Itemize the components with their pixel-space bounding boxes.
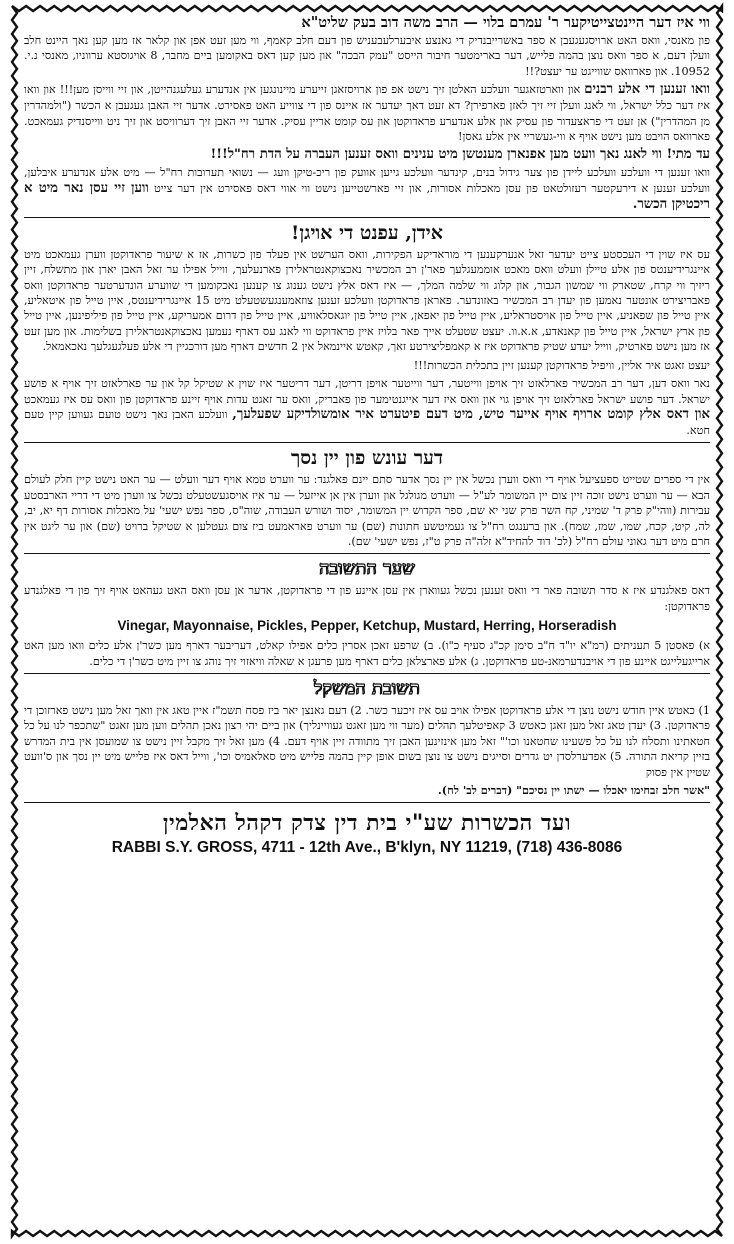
heading-punishment: דער עונש פון יין נסך: [290, 447, 444, 470]
reliance-paragraph: [24, 376, 710, 438]
question-line: יעצט זאגט איר אליין, וויפיל פראדוקטן קענען זיין בתכלית הכשרות!!!: [413, 358, 710, 372]
reliance-paragraph-body: נאר וואס דען, דער רב המכשיר פארלאזט זיך אויפן ווייטער, דער ווייטער אויפן דריטן, דער דריטער איז שוין א שטיקל קל און ער פארלאזט זיך אויף א פושע ישראל. דער פושע ישראל פארלאזט זיך אויפן גוי און וואס איז דער אייגנטימער פון פאבריק, וואס ער זאגט עדות אויף זיינע פראדוקטן פון וואס עס איז געמאכט: [24, 377, 710, 406]
divider: [24, 673, 710, 674]
kashrus-paragraph: עס איז שוין די העכסטע צייט יעדער זאל אנערקענען די מוראדיקע הפקירות, וואס הערשט אין פעלד פון כשרות, אז א שיעור פראדוקטן ווערן געמאכט מיט איינגרידיענטס פון אלע טיילן וועלט וואס מאכט אוממעגלעך פאר'ן רב המכשיר נאכצוקאנטראלירן פארנעלעך, ווייל אפילו ער זאל האבן יארן און מתשלח, זיין ריזיך ווי קרח, שטארק ווי שמשון הגבור, און קלוג ווי שלמה המלך, — איז דאס אלץ נישט גענוג צו קענען נאכקומען די שווערע הונדערטער פראדוקטן וואס פאבריצירט אונטער נאמען פון יעדן רב המכשיר באזונדער. פאראן פראדוקטן וועלכע זענען צוזאמענגעשטעלט מיט 15 איינגרידיענטס, איין טייל פון איטאליע, איין טייל פון שפאניע, איין טייל פון אויסטראליע, איין טייל פון יאפאן, איין טייל פון יוגאסלאוויע, איין טייל פון דרום אמעריקע, איין טייל פון פיליפינען, איין טייל פון ארץ ישראל, איין טייל פון קאנאדע, א.א.וו. יעצט שטעלט אייך פאר בלויז איין פראדוקט ווי לאנג עס דארף נעמען נאכצוקאנטראלירן בשלימות. און מען זעט אז מען נישט פארטיק, ווייל יעדע שטיק פראדוקט איז א קאמפליצירטע זאך, קאטש איינמאל אין 2 חדשים דארף מען דורכגיין די אלע פעלגעגלעך נאכאמאל.: [24, 247, 710, 354]
footer-organization: ועד הכשרות שע"י בית דין צדק דקהל האלמין: [162, 810, 572, 837]
opening-paragraph: פון מאנסי, וואס האט ארויסגעגעבן א ספר באשרייבנדיק די גאנצע איבערלעבעניש פון דעם חלב קאמף, ווי מען זעט אפן און קלאר אז מען קען נאך היינט חלב וועלן דעם, א ספר וואס נוצן בהמה פלייש, דער בארימטער חיבור הייסט "עמק הבכה" און מען קען דאס באקומען ביים מחבר, 8 אויגוסטא ערווניו, מאנסי נ.י. 10952. און פארוואס שווייגט ער יעצט?!!: [24, 34, 710, 78]
children-paragraph: [24, 165, 710, 212]
product-list: Vinegar, Mayonnaise, Pickles, Pepper, Ketchup, Mustard, Herring, Horseradish: [117, 618, 617, 634]
opening-headline: ווי איז דער היינטצייטיקער ר' עמרם בלוי — הרב משה דוב בעק שליט"א: [301, 14, 710, 31]
heading-balanced-repentance: תשובת המשקל: [313, 677, 421, 699]
children-paragraph-tail: ווען זיי עסן נאר מיט א ריכטיקן הכשר.: [24, 180, 710, 212]
reliance-paragraph-tail: און דאס אלץ קומט ארויף אויף אייער טיש, מיט דעם פיטערט איר אומשולדיקע שפעלעך,: [232, 406, 710, 422]
divider: [24, 802, 710, 803]
instructions-paragraph: א) פאסטן 5 תעניתים (רמ"א יו"ד ח"ב סימן קכ"ג סעיף כ"ו). ב) שרפע זאכן אסרין כלים אפילו קאלט, דעריבער דארף מען כשר'ן אלע כלים וואו מען האט ארייגעלייגט איינע פון די אויבנדערמאנ-טע פראדוקטן. ג) אלע פארצלאן כלים דארף מען פרעגן א שאלה וויאזוי זיך נוהג צו זיין מיט כשר'ן די כלים.: [24, 639, 710, 668]
rabbis-paragraph-lead: וואו זענען די אלע רבנים: [584, 82, 710, 98]
children-paragraph-body: וואו זענען די וועלכע וועלכע ליידן פון צער גידול בנים, קינדער וועלכע גייען אוועק פון ריכ-טיקן וועג — נשואי תערובות רח"ל — מיט אלע אנדערע איבלען, וועלכע זענען א דירעקטער רעזולטאט פון עסן מאכלות אסורות, און זיי פארשטייען נישט ווי אווי דאס פאסירט אין דער צייט: [24, 166, 710, 195]
footer-address: RABBI S.Y. GROSS, 4711 - 12th Ave., B'klyn, NY 11219, (718) 436-8086: [111, 839, 623, 857]
verse-line: [24, 783, 710, 798]
repentance-paragraph: דאס פאלגנדע איז א סדר תשובה פאר די וואס זענען נכשל געווארן אין עסן איינע פון די פראדוקטן, אדער אן עסן וואס האט געהאט אויף זיך פון די פאלגנדע פראדוקטן:: [24, 584, 710, 613]
divider: [24, 553, 710, 554]
until-when-paragraph: עד מתי! ווי לאנג נאך וועט מען אפנארן מענטשן מיט ענינים וואס זענען העברה על הדת רח"ל!!!: [210, 147, 710, 163]
document-body: [24, 14, 710, 1212]
rabbis-paragraph: [24, 82, 710, 144]
rabbis-paragraph-body: און ווארטזאגער וועלכע האלטן זיך נישט אפ פון ארויסזאגן זייערע מיינונגען אין אנדערע געלעגנהייטן, און זיי ווייסן מען!!! און וואו איז דער כלל ישראל, ווי לאנג וועלן זיי זיך לאזן פארפירן? דא זעט דאך יעדער אז איינס פון די צווייע האט פאסירט. אדער זיי האבן געגעבן א הכשר ("ולמהדרין מן המהדרין") אן זעט די פראצעדור פון עסיק און אלע אנדערע פראדוקטן און עס קומט אריין עסיק. אדער זיי האבן זיך דערוויסט און זיך ניט ווייסנדיק געמאכט. פארוואס הויבט מען נישט אויף א ווי-געשריי אין אלע גאסן!: [24, 83, 710, 144]
heading-repentance: שער התשובה: [319, 558, 415, 580]
divider: [24, 442, 710, 443]
steps-paragraph: 1) כאטש איין חודש נישט נוצן די אלע פראדוקטן אפילו אויב עס איז זיכער כשר. 2) דעם גאנצן יאר ביז פסח תשמ"ז איין טאג אין וואך זאל מען נישט פארזוכן די פראדוקטן. 3) יעדן טאג זאל מען זאגן כאטש 3 קאפיטלעך תהלים (מער ווי מען זאגט געוויינליך) און ביים יהי רצון נאכן תהלים ווען מען זאגט "שתכפר לנו על כל חטאתינו ותסלח לנו על כל פשעינו שחטאנו וכו'" זאל מען אינזינען האבן זיך מתוודה זיין אויף דעם. 4) מען זאל זיך מקבל זיין נישט צו שמועסן אין בית המדרש בזיין קריאת התורה. 5) אפדערלסדן יט גדרים וסייגים נישט צו נוצן בשום אופן קיין בהמה פלייש מיט סאלאמיס וכו', ווייל דאס איז פלייש מיט יין נסך און ס'וועט שטיין אין פסוק: [24, 703, 710, 779]
divider: [24, 217, 710, 218]
punishment-paragraph: אין די ספרים שטייט ספעציעל אויף די וואס ווערן נכשל אין יין נסך אדער סתם יינם פאלגנד: ער ווערט טמא אויף דער וועלט — ער האט נישט קיין חלק לעולם הבא — ער ווערט נישט זוכה זיין צום יין המשומר לע"ל — ווערט מגולגל און ווערן אין אן אייזעל — ער איז אויסגעשטעלט נכשל צו ווערן מיט די דריי הארבסטע עבירות (ווהי"ק פרק ד' שמיני, קח השר פרק שני יא שם, ספר הקדוש יין המשומר, יסוד ושורש העבודה, שוה"ס, ספר נפש ישעי' על מאכלות אסורות דף יא, יב, לה, קיט, קכח, שמו, שמז, שמח). און ברענגט רח"ל צו געמיטשע חתונות (שם) ער ווערט פאראמעט ביז צום געטלען א שטיקל ברויט (שם) און ער ליגט אין חרם מיט דער גאוני עולם רח"ל (לכ' דוד להחיד"א זלה"ה פרק ט"ז, נפש ישעי' שם).: [24, 473, 710, 548]
heading-open-eyes: אידן, עפנט די אויגן!: [291, 221, 443, 244]
reliance-paragraph-end: וועלכע האבן נאך נישט טועם געווען קיין טעם חטא.: [24, 407, 710, 437]
verse-text: "אשר חלב זבחימו יאכלו — ישתו יין נסיכם" (דברים לב' לח).: [437, 783, 710, 797]
